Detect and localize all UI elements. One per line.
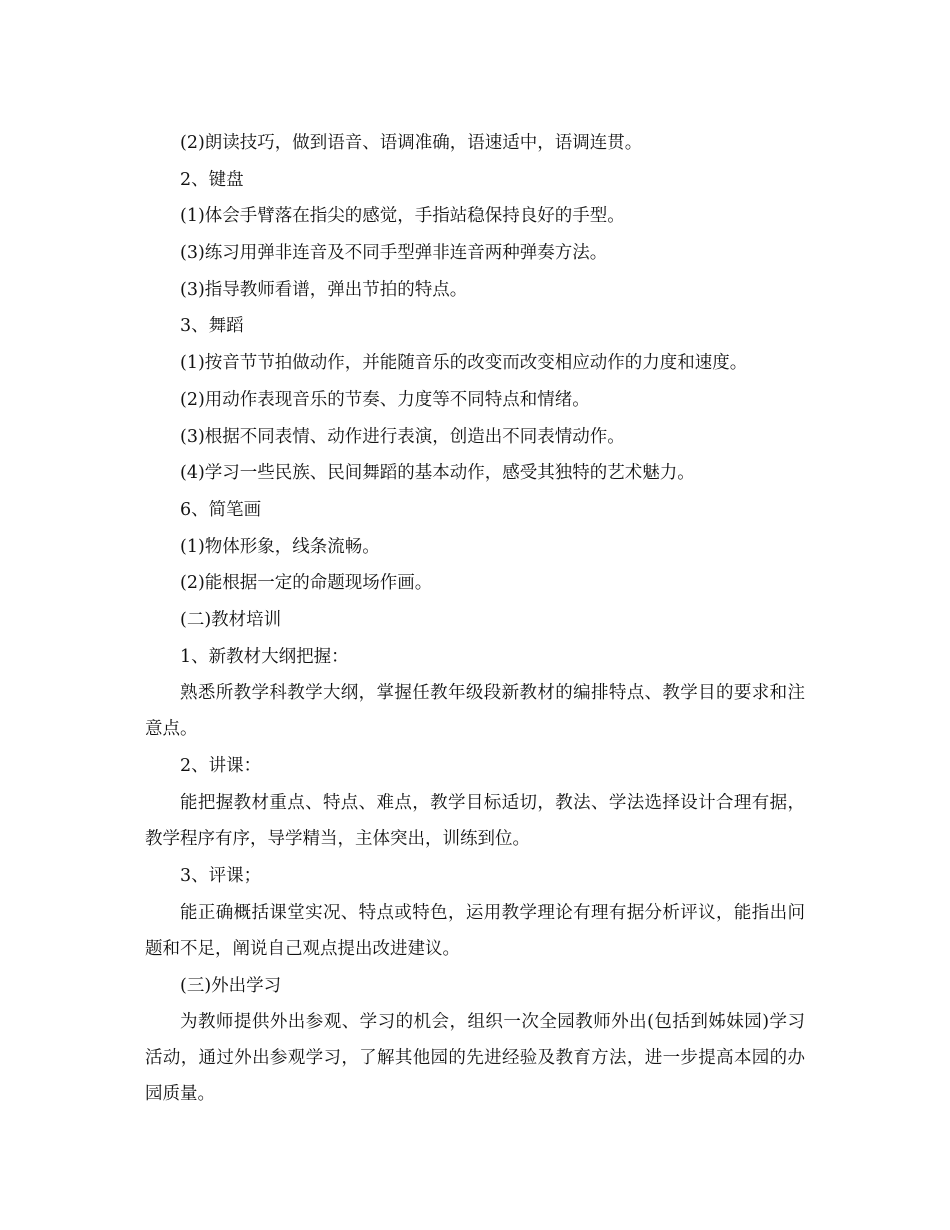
text-line: (3)指导教师看谱，弹出节拍的特点。 [180, 279, 468, 300]
text-line: (3)根据不同表情、动作进行表演，创造出不同表情动作。 [180, 426, 625, 447]
section-heading: (二)教材培训 [180, 609, 282, 630]
text-line: (2)能根据一定的命题现场作画。 [180, 573, 433, 594]
paragraph-syllabus: 熟悉所教学科教学大纲，掌握任教年级段新教材的编排特点、教学目的要求和注意点。 [145, 683, 805, 740]
text-line: (3)练习用弹非连音及不同手型弹非连音两种弹奏方法。 [180, 243, 608, 264]
text-line: (4)学习一些民族、民间舞蹈的基本动作，感受其独特的艺术魅力。 [180, 463, 695, 484]
text-line: (2)朗读技巧，做到语音、语调准确，语速适中，语调连贯。 [180, 133, 643, 153]
section-heading: 6、简笔画 [180, 499, 262, 520]
paragraph-lecture: 能把握教材重点、特点、难点，教学目标适切，教法、学法选择设计合理有据，教学程序有序，导学精当，主体突出，训练到位。 [145, 793, 805, 849]
section-heading: 3、舞蹈 [180, 316, 244, 337]
text-line: (1)按音节节拍做动作，并能随音乐的改变而改变相应动作的力度和速度。 [180, 353, 748, 374]
text-line: (1)物体形象，线条流畅。 [180, 536, 380, 557]
section-heading: 2、讲课： [180, 756, 262, 777]
section-heading: 1、新教材大纲把握： [180, 646, 349, 667]
paragraph-outside-study: 为教师提供外出参观、学习的机会，组织一次全园教师外出(包括到姊妹园)学习活动，通过外出参观学习，了解其他园的先进经验及教育方法，进一步提高本园的办园质量。 [145, 1012, 805, 1105]
document-body [145, 125, 805, 1113]
paragraph-evaluate: 能正确概括课堂实况、特点或特色，运用教学理论有理有据分析评议，能指出问题和不足，阐说自己观点提出改进建议。 [145, 902, 805, 959]
section-heading: 3、评课； [180, 866, 262, 886]
text-line: (1)体会手臂落在指尖的感觉，手指站稳保持良好的手型。 [180, 206, 625, 227]
section-heading: 2、键盘 [180, 169, 244, 190]
section-heading: (三)外出学习 [180, 975, 282, 996]
text-line: (2)用动作表现音乐的节奏、力度等不同特点和情绪。 [180, 389, 590, 410]
